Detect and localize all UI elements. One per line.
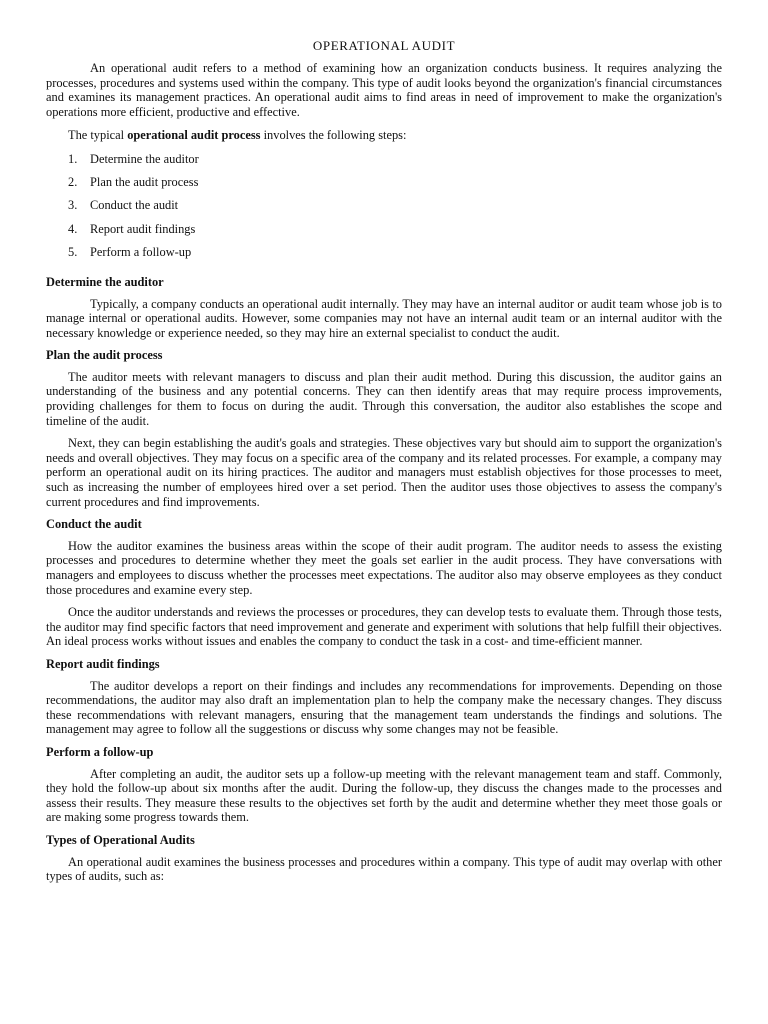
- conduct-paragraph-1: How the auditor examines the business areas within the scope of their audit program. The auditor needs to assess the existing processes and procedures to determine whether they meet the goals set earlier in the audit process. They have conversations with managers and employees to discuss whether the processes meet expectations. The auditor also may observe employees as they conduct those procedures and examine every step.: [46, 538, 722, 597]
- step-text: Perform a follow-up: [90, 244, 192, 259]
- section-heading-determine: Determine the auditor: [46, 274, 164, 289]
- list-item: [68, 245, 722, 268]
- report-paragraph: The auditor develops a report on their findings and includes any recommendations for improvements. Depending on those recommendations, the auditor may also draft an implementation plan to help the company make the necessary changes. They discuss these recommendations with relevant managers, ensuring that the management team understands the findings and solutions. The management may agree to follow all the suggestions or discuss why some changes may not be feasible.: [46, 678, 722, 737]
- step-text: Determine the auditor: [90, 151, 199, 166]
- plan-paragraph-2: Next, they can begin establishing the audit's goals and strategies. These objectives vary but should aim to support the organization's needs and overall objectives. They may focus on a specific area of the company and its related processes. For example, a company may perform an operational audit on its hiring practices. The auditor and managers must establish objectives for those processes to meet, such as increasing the number of employees hired over a set period. Then the auditor uses those objectives to assess the company's current procedures and find improvements.: [46, 436, 722, 509]
- conduct-paragraph-2: Once the auditor understands and reviews the processes or procedures, they can develop tests to evaluate them. Through those tests, the auditor may find specific factors that need improvement and generate and experiment with solutions that help fulfill their objectives. An ideal process works without issues and enables the company to conduct the task in a cost- and time-efficient manner.: [46, 605, 722, 649]
- step-number: 5.: [68, 244, 78, 259]
- intro-paragraph: An operational audit refers to a method of examining how an organization conducts business. It requires analyzing the processes, procedures and systems used within the company. This type of audit looks beyond the organization's financial circumstances and examines its management practices. An operational audit aims to find areas in need of improvement to make the organization's operations more efficient, productive and effective.: [46, 61, 722, 119]
- steps-list: [46, 152, 722, 268]
- step-number: 1.: [68, 151, 78, 166]
- list-item: [68, 198, 722, 221]
- followup-paragraph: After completing an audit, the auditor sets up a follow-up meeting with the relevant management team and staff. Commonly, they hold the follow-up about six months after the audit. During the follow-up, they discuss the changes made to the processes and assess their results. They measure these results to the objectives set forth by the audit and determine whether they meet those goals or are making some progress towards them.: [46, 766, 722, 825]
- process-lead-prefix: The typical: [68, 128, 128, 143]
- list-item: [68, 222, 722, 245]
- process-lead-suffix: involves the following steps:: [260, 128, 407, 143]
- determine-paragraph: Typically, a company conducts an operational audit internally. They may have an internal auditor or audit team whose job is to manage internal or operational audits. However, some companies may not have an internal audit team or an internal auditor with the necessary knowledge or experience needed, so they may hire an external specialist to conduct the audit.: [46, 296, 722, 340]
- types-paragraph: An operational audit examines the business processes and procedures within a company. This type of audit may overlap with other types of audits, such as:: [46, 854, 722, 884]
- section-heading-types: Types of Operational Audits: [46, 832, 195, 847]
- list-item: [68, 175, 722, 198]
- step-number: 2.: [68, 175, 78, 190]
- section-heading-report: Report audit findings: [46, 656, 160, 671]
- step-number: 4.: [68, 221, 78, 236]
- section-heading-plan: Plan the audit process: [46, 348, 163, 363]
- section-heading-conduct: Conduct the audit: [46, 517, 142, 532]
- list-item: [68, 152, 722, 175]
- section-heading-followup: Perform a follow-up: [46, 744, 154, 759]
- step-number: 3.: [68, 198, 78, 213]
- process-lead-paragraph: [46, 128, 722, 143]
- process-lead-bold: operational audit process: [127, 128, 261, 143]
- step-text: Plan the audit process: [90, 175, 199, 190]
- step-text: Report audit findings: [90, 221, 196, 236]
- document-title: OPERATIONAL AUDIT: [312, 38, 456, 53]
- plan-paragraph-1: The auditor meets with relevant managers to discuss and plan their audit method. During this discussion, the auditor gains an understanding of the business and any potential concerns. They can then identify areas that may require process improvements, providing challenges for them to focus on during the audit. Through this conversation, the auditor also establishes the scope and timeline of the audit.: [46, 369, 722, 428]
- step-text: Conduct the audit: [90, 198, 179, 213]
